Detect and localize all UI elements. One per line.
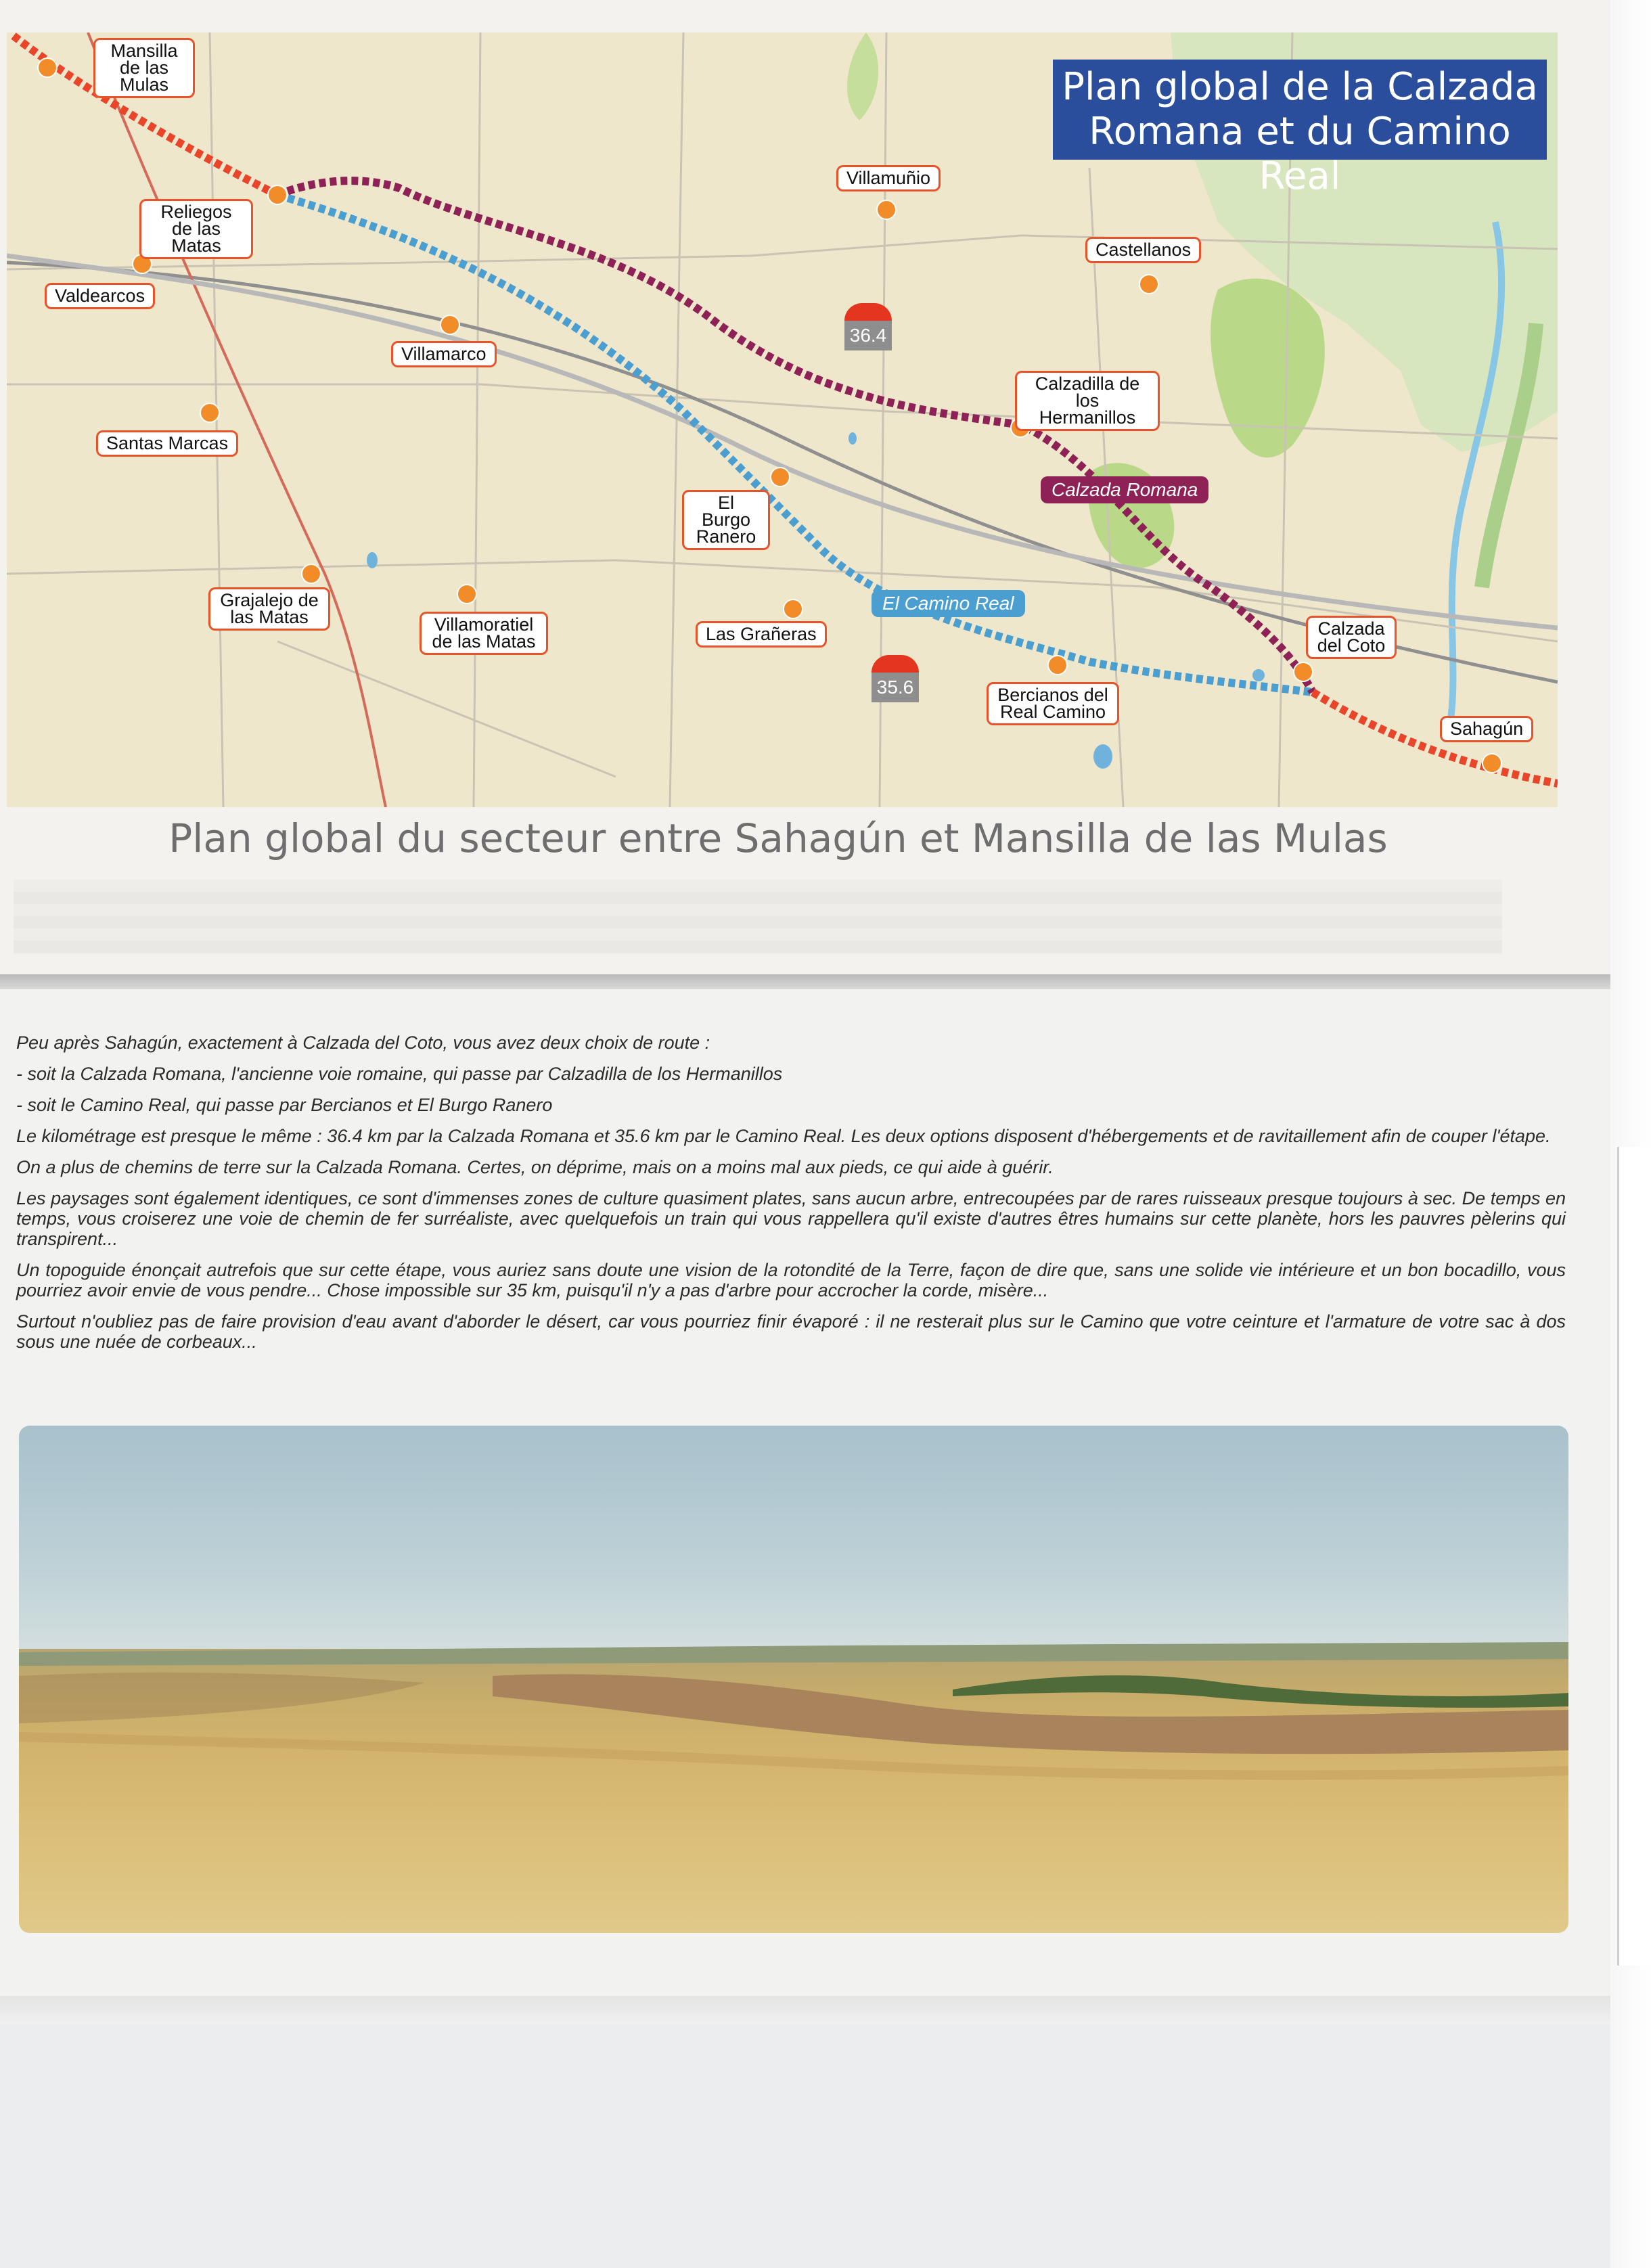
place-label: Calzada del Coto: [1306, 616, 1397, 659]
distance-marker-cap: [844, 303, 892, 321]
marker-villamarco: [440, 315, 459, 334]
camino-real-tag: El Camino Real: [872, 590, 1025, 617]
paragraph: Un topoguide énonçait autrefois que sur cette étape, vous auriez sans doute une vision de la rotondité de la Terre, façon de dire que, sans une solide vie intérieure et un bon bocadillo, vous pourriez avoir envie de vous pendre... Chose impossible sur 35 km, puisqu'il n'y a pas d'arbre pour accrocher la corde, misère...: [16, 1260, 1566, 1300]
place-label: Santas Marcas: [96, 430, 238, 457]
marker-el-burgo: [771, 468, 790, 486]
body-text: [16, 1033, 1566, 1363]
distance-marker-cap: [872, 655, 919, 673]
landscape-photo: [19, 1426, 1568, 1933]
photo-details: [19, 1426, 1568, 1933]
place-label: Villamarco: [391, 341, 497, 367]
horizon-band: [19, 1642, 1568, 1666]
marker-mansilla: [38, 58, 57, 77]
page-tab: [1617, 1147, 1651, 1966]
paragraph: - soit la Calzada Romana, l'ancienne voie romaine, qui passe par Calzadilla de los Hermanillos: [16, 1064, 783, 1084]
forest-area: [1211, 279, 1325, 458]
place-label: Bercianos del Real Camino: [987, 682, 1119, 725]
marker-villamoratiel: [457, 585, 476, 604]
marker-castellanos: [1139, 275, 1158, 294]
marker-grajalejo: [302, 564, 321, 583]
map-title: Plan global de la Calzada Romana et du Camino Real: [1053, 60, 1547, 160]
paragraph: Le kilométrage est presque le même : 36.4 km par la Calzada Romana et 35.6 km par le Camino Real. Les deux options disposent d'hébergements et de ravitaillement afin de couper l'étape.: [16, 1126, 1551, 1146]
paragraph: Surtout n'oubliez pas de faire provision d'eau avant d'aborder le désert, car vous pourriez finir évaporé : il ne resterait plus sur le Camino que votre ceinture et l'armature de votre sac à dos sous une nuée de corbeaux...: [16, 1311, 1566, 1352]
place-label: Las Grañeras: [696, 621, 827, 648]
marker-las-graneras: [784, 599, 802, 618]
place-label: Valdearcos: [45, 283, 155, 309]
marker-villamunio: [877, 200, 896, 219]
place-label: Villamuñio: [836, 165, 941, 191]
place-label: Castellanos: [1085, 237, 1201, 263]
table-surface: [0, 2024, 1610, 2268]
calzada-romana-tag: Calzada Romana: [1041, 476, 1208, 503]
paragraph: Les paysages sont également identiques, ce sont d'immenses zones de culture quasiment plates, sans aucun arbre, entrecoupées par de rares ruisseaux presque toujours à sec. De temps en temps, vous croiserez une voie de chemin de fer surréaliste, avec quelquefois un train qui vous rappellera qu'il existe d'autres êtres humains sur cette planète, hors les pauvres pèlerins qui transpirent...: [16, 1188, 1566, 1249]
distance-value: 36.4: [844, 321, 892, 350]
binding-fold: [0, 974, 1610, 989]
marker-santas-marcas: [200, 403, 219, 422]
paragraph: Peu après Sahagún, exactement à Calzada del Coto, vous avez deux choix de route :: [16, 1033, 710, 1053]
place-label: El Burgo Ranero: [682, 490, 770, 550]
hedgerow: [953, 1675, 1568, 1708]
main-road: [88, 32, 386, 807]
place-label: Calzadilla de los Hermanillos: [1015, 371, 1160, 431]
bottom-page: [0, 989, 1610, 2024]
place-label: Grajalejo de las Matas: [208, 587, 330, 631]
paragraph: On a plus de chemins de terre sur la Calzada Romana. Certes, on déprime, mais on a moins mal aux pieds, ce qui aide à guérir.: [16, 1157, 1054, 1177]
motorway: [7, 256, 1558, 628]
distance-marker-romana: [844, 303, 892, 350]
show-through-text: [14, 880, 1502, 954]
paragraph: - soit le Camino Real, qui passe par Bercianos et El Burgo Ranero: [16, 1095, 553, 1115]
page-bottom-edge: [0, 1996, 1610, 2024]
place-label: Sahagún: [1440, 716, 1533, 742]
marker-bercianos: [1048, 656, 1067, 675]
place-label: Mansilla de las Mulas: [93, 38, 195, 98]
forest-area: [847, 32, 878, 120]
ploughed-field: [19, 1673, 425, 1723]
marker-calzada-coto: [1294, 662, 1313, 681]
top-page: [0, 0, 1610, 974]
place-label: Villamoratiel de las Matas: [420, 612, 548, 655]
route-map: [7, 32, 1558, 807]
marker-sahagun: [1483, 754, 1501, 773]
marker-reliegos: [268, 185, 287, 204]
map-caption: Plan global du secteur entre Sahagún et Mansilla de las Mulas: [168, 815, 1388, 861]
place-label: Reliegos de las Matas: [139, 199, 253, 259]
distance-value: 35.6: [872, 673, 919, 702]
distance-marker-real: [872, 655, 919, 702]
